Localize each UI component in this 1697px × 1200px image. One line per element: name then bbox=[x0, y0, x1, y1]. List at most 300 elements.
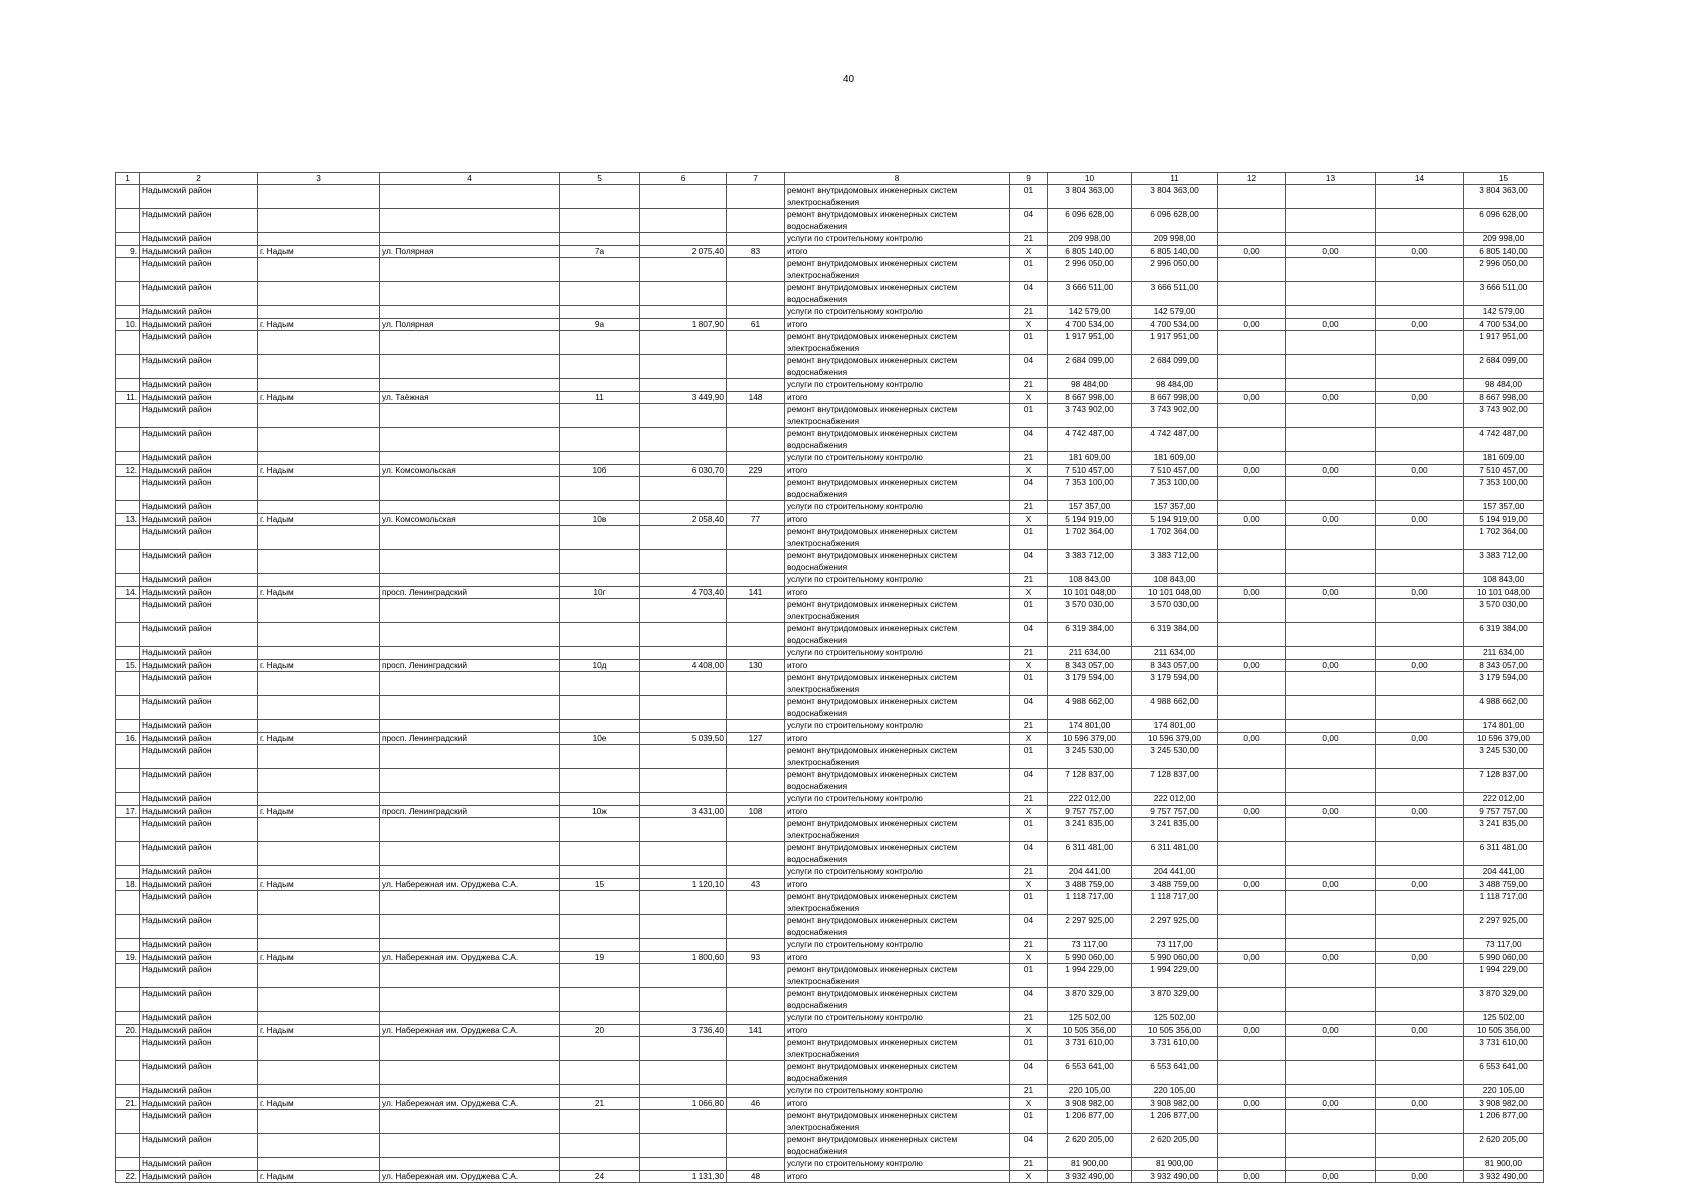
work-type-cell: ремонт внутридомовых инженерных систем водоснабжения bbox=[785, 428, 1010, 452]
fund-cell: 3 743 902,00 bbox=[1132, 404, 1218, 428]
city-cell: г. Надым bbox=[258, 1024, 380, 1037]
column-number-header: 13 bbox=[1286, 173, 1376, 185]
house-cell: 10в bbox=[560, 513, 640, 526]
street-cell bbox=[380, 1134, 560, 1158]
district-cell: Надымский район bbox=[140, 793, 258, 806]
budget-cell bbox=[1286, 526, 1376, 550]
owners-funds-cell: 6 311 481,00 bbox=[1464, 842, 1544, 866]
house-cell bbox=[560, 964, 640, 988]
budget-cell bbox=[1376, 964, 1464, 988]
budget-cell bbox=[1376, 769, 1464, 793]
budget-cell bbox=[1286, 1037, 1376, 1061]
residents-cell bbox=[727, 1061, 785, 1085]
budget-cell bbox=[1218, 599, 1286, 623]
district-cell: Надымский район bbox=[140, 1024, 258, 1037]
street-cell bbox=[380, 331, 560, 355]
street-cell bbox=[380, 1037, 560, 1061]
work-item-row bbox=[116, 988, 1544, 1012]
cost-cell: 3 731 610,00 bbox=[1048, 1037, 1132, 1061]
column-number-header: 8 bbox=[785, 173, 1010, 185]
house-cell bbox=[560, 452, 640, 465]
city-cell bbox=[258, 1134, 380, 1158]
work-type-cell: ремонт внутридомовых инженерных систем водоснабжения bbox=[785, 769, 1010, 793]
fund-cell: 10 101 048,00 bbox=[1132, 586, 1218, 599]
work-type-cell: ремонт внутридомовых инженерных систем электроснабжения bbox=[785, 1037, 1010, 1061]
house-cell bbox=[560, 209, 640, 233]
work-type-cell: услуги по строительному контролю bbox=[785, 939, 1010, 952]
cost-cell: 1 206 877,00 bbox=[1048, 1110, 1132, 1134]
house-cell bbox=[560, 988, 640, 1012]
street-cell bbox=[380, 696, 560, 720]
street-cell: ул. Набережная им. Оруджева С.А. bbox=[380, 878, 560, 891]
row-number bbox=[116, 623, 140, 647]
work-type-cell: ремонт внутридомовых инженерных систем электроснабжения bbox=[785, 258, 1010, 282]
budget-cell bbox=[1376, 793, 1464, 806]
house-cell: 10е bbox=[560, 732, 640, 745]
work-type-cell: итого bbox=[785, 318, 1010, 331]
work-type-cell: услуги по строительному контролю bbox=[785, 866, 1010, 879]
budget-cell bbox=[1286, 599, 1376, 623]
work-type-cell: ремонт внутридомовых инженерных систем электроснабжения bbox=[785, 599, 1010, 623]
work-code-cell: 01 bbox=[1010, 964, 1048, 988]
city-cell bbox=[258, 866, 380, 879]
house-cell bbox=[560, 526, 640, 550]
row-number bbox=[116, 1134, 140, 1158]
city-cell bbox=[258, 1110, 380, 1134]
work-code-cell: 04 bbox=[1010, 1061, 1048, 1085]
column-number-header: 4 bbox=[380, 173, 560, 185]
cost-cell: 209 998,00 bbox=[1048, 233, 1132, 246]
work-type-cell: итого bbox=[785, 245, 1010, 258]
cost-cell: 9 757 757,00 bbox=[1048, 805, 1132, 818]
work-item-row bbox=[116, 526, 1544, 550]
fund-cell: 5 194 919,00 bbox=[1132, 513, 1218, 526]
house-cell bbox=[560, 1037, 640, 1061]
fund-cell: 108 843,00 bbox=[1132, 574, 1218, 587]
budget-cell bbox=[1286, 672, 1376, 696]
work-type-cell: услуги по строительному контролю bbox=[785, 452, 1010, 465]
area-cell bbox=[640, 696, 727, 720]
budget-cell bbox=[1286, 842, 1376, 866]
fund-cell: 9 757 757,00 bbox=[1132, 805, 1218, 818]
object-total-row bbox=[116, 245, 1544, 258]
residents-cell: 141 bbox=[727, 1024, 785, 1037]
street-cell: просп. Ленинградский bbox=[380, 732, 560, 745]
city-cell bbox=[258, 672, 380, 696]
street-cell: ул. Полярная bbox=[380, 318, 560, 331]
owners-funds-cell: 6 553 641,00 bbox=[1464, 1061, 1544, 1085]
cost-cell: 3 245 530,00 bbox=[1048, 745, 1132, 769]
budget-cell bbox=[1286, 1085, 1376, 1098]
work-code-cell: 01 bbox=[1010, 258, 1048, 282]
house-cell: 10г bbox=[560, 586, 640, 599]
budget-cell bbox=[1376, 623, 1464, 647]
street-cell bbox=[380, 306, 560, 319]
cost-cell: 1 702 364,00 bbox=[1048, 526, 1132, 550]
area-cell bbox=[640, 452, 727, 465]
budget-cell bbox=[1376, 1158, 1464, 1171]
budget-cell bbox=[1286, 891, 1376, 915]
column-number-header: 3 bbox=[258, 173, 380, 185]
area-cell: 1 131,30 bbox=[640, 1170, 727, 1183]
street-cell: ул. Набережная им. Оруджева С.А. bbox=[380, 1024, 560, 1037]
fund-cell: 8 343 057,00 bbox=[1132, 659, 1218, 672]
budget-cell bbox=[1218, 769, 1286, 793]
street-cell bbox=[380, 964, 560, 988]
owners-funds-cell: 81 900,00 bbox=[1464, 1158, 1544, 1171]
city-cell bbox=[258, 306, 380, 319]
column-number-header: 1 bbox=[116, 173, 140, 185]
work-item-row bbox=[116, 769, 1544, 793]
cost-cell: 125 502,00 bbox=[1048, 1012, 1132, 1025]
district-cell: Надымский район bbox=[140, 1012, 258, 1025]
budget-cell bbox=[1376, 720, 1464, 733]
owners-funds-cell: 6 805 140,00 bbox=[1464, 245, 1544, 258]
fund-cell: 2 297 925,00 bbox=[1132, 915, 1218, 939]
owners-funds-cell: 3 241 835,00 bbox=[1464, 818, 1544, 842]
fund-cell: 98 484,00 bbox=[1132, 379, 1218, 392]
owners-funds-cell: 108 843,00 bbox=[1464, 574, 1544, 587]
budget-cell bbox=[1286, 331, 1376, 355]
area-cell: 2 075,40 bbox=[640, 245, 727, 258]
cost-cell: 4 742 487,00 bbox=[1048, 428, 1132, 452]
row-number bbox=[116, 769, 140, 793]
work-type-cell: итого bbox=[785, 391, 1010, 404]
street-cell bbox=[380, 866, 560, 879]
area-cell bbox=[640, 939, 727, 952]
house-cell bbox=[560, 574, 640, 587]
district-cell: Надымский район bbox=[140, 1061, 258, 1085]
budget-cell bbox=[1218, 428, 1286, 452]
budget-cell: 0,00 bbox=[1218, 391, 1286, 404]
district-cell: Надымский район bbox=[140, 318, 258, 331]
budget-cell bbox=[1286, 866, 1376, 879]
district-cell: Надымский район bbox=[140, 915, 258, 939]
street-cell: ул. Комсомольская bbox=[380, 513, 560, 526]
budget-cell bbox=[1218, 1061, 1286, 1085]
street-cell bbox=[380, 428, 560, 452]
residents-cell bbox=[727, 1012, 785, 1025]
budget-cell bbox=[1218, 1037, 1286, 1061]
work-code-cell: 04 bbox=[1010, 550, 1048, 574]
row-number bbox=[116, 1061, 140, 1085]
district-cell: Надымский район bbox=[140, 1037, 258, 1061]
budget-cell bbox=[1218, 404, 1286, 428]
house-cell bbox=[560, 1012, 640, 1025]
owners-funds-cell: 6 319 384,00 bbox=[1464, 623, 1544, 647]
work-code-cell: 01 bbox=[1010, 891, 1048, 915]
row-number bbox=[116, 282, 140, 306]
cost-cell: 3 179 594,00 bbox=[1048, 672, 1132, 696]
area-cell: 3 431,00 bbox=[640, 805, 727, 818]
row-number bbox=[116, 842, 140, 866]
column-number-header: 15 bbox=[1464, 173, 1544, 185]
row-number bbox=[116, 1012, 140, 1025]
owners-funds-cell: 3 570 030,00 bbox=[1464, 599, 1544, 623]
column-number-header: 11 bbox=[1132, 173, 1218, 185]
budget-cell bbox=[1376, 282, 1464, 306]
budget-cell: 0,00 bbox=[1376, 951, 1464, 964]
work-type-cell: ремонт внутридомовых инженерных систем электроснабжения bbox=[785, 745, 1010, 769]
area-cell bbox=[640, 282, 727, 306]
district-cell: Надымский район bbox=[140, 452, 258, 465]
street-cell bbox=[380, 793, 560, 806]
work-item-row bbox=[116, 1110, 1544, 1134]
work-code-cell: X bbox=[1010, 951, 1048, 964]
work-type-cell: ремонт внутридомовых инженерных систем электроснабжения bbox=[785, 891, 1010, 915]
row-number: 9. bbox=[116, 245, 140, 258]
cost-cell: 81 900,00 bbox=[1048, 1158, 1132, 1171]
work-code-cell: 01 bbox=[1010, 745, 1048, 769]
district-cell: Надымский район bbox=[140, 1134, 258, 1158]
budget-cell bbox=[1376, 1110, 1464, 1134]
city-cell bbox=[258, 233, 380, 246]
residents-cell bbox=[727, 623, 785, 647]
street-cell bbox=[380, 1110, 560, 1134]
street-cell bbox=[380, 209, 560, 233]
owners-funds-cell: 1 917 951,00 bbox=[1464, 331, 1544, 355]
residents-cell bbox=[727, 842, 785, 866]
row-number bbox=[116, 720, 140, 733]
fund-cell: 3 666 511,00 bbox=[1132, 282, 1218, 306]
owners-funds-cell: 5 194 919,00 bbox=[1464, 513, 1544, 526]
work-item-row bbox=[116, 209, 1544, 233]
street-cell: ул. Набережная им. Оруджева С.А. bbox=[380, 1170, 560, 1183]
house-cell bbox=[560, 233, 640, 246]
work-code-cell: 04 bbox=[1010, 769, 1048, 793]
cost-cell: 3 908 982,00 bbox=[1048, 1097, 1132, 1110]
area-cell bbox=[640, 379, 727, 392]
fund-cell: 1 917 951,00 bbox=[1132, 331, 1218, 355]
cost-cell: 4 988 662,00 bbox=[1048, 696, 1132, 720]
district-cell: Надымский район bbox=[140, 428, 258, 452]
work-type-cell: ремонт внутридомовых инженерных систем водоснабжения bbox=[785, 988, 1010, 1012]
house-cell bbox=[560, 1061, 640, 1085]
budget-cell bbox=[1218, 477, 1286, 501]
district-cell: Надымский район bbox=[140, 805, 258, 818]
row-number bbox=[116, 1037, 140, 1061]
row-number bbox=[116, 1085, 140, 1098]
street-cell bbox=[380, 258, 560, 282]
cost-cell: 108 843,00 bbox=[1048, 574, 1132, 587]
fund-cell: 157 357,00 bbox=[1132, 501, 1218, 514]
city-cell: г. Надым bbox=[258, 391, 380, 404]
district-cell: Надымский район bbox=[140, 866, 258, 879]
budget-cell bbox=[1376, 1012, 1464, 1025]
budget-cell: 0,00 bbox=[1286, 464, 1376, 477]
column-number-header: 10 bbox=[1048, 173, 1132, 185]
budget-cell: 0,00 bbox=[1218, 464, 1286, 477]
cost-cell: 5 990 060,00 bbox=[1048, 951, 1132, 964]
district-cell: Надымский район bbox=[140, 245, 258, 258]
budget-cell bbox=[1286, 306, 1376, 319]
cost-cell: 157 357,00 bbox=[1048, 501, 1132, 514]
work-code-cell: 04 bbox=[1010, 355, 1048, 379]
residents-cell bbox=[727, 1158, 785, 1171]
street-cell bbox=[380, 574, 560, 587]
area-cell: 4 703,40 bbox=[640, 586, 727, 599]
budget-cell bbox=[1376, 501, 1464, 514]
budget-cell bbox=[1218, 1085, 1286, 1098]
residents-cell bbox=[727, 769, 785, 793]
area-cell bbox=[640, 1037, 727, 1061]
fund-cell: 142 579,00 bbox=[1132, 306, 1218, 319]
fund-cell: 7 510 457,00 bbox=[1132, 464, 1218, 477]
work-type-cell: итого bbox=[785, 1170, 1010, 1183]
street-cell bbox=[380, 233, 560, 246]
budget-cell bbox=[1218, 550, 1286, 574]
owners-funds-cell: 4 988 662,00 bbox=[1464, 696, 1544, 720]
work-item-row bbox=[116, 258, 1544, 282]
budget-cell bbox=[1286, 745, 1376, 769]
budget-cell bbox=[1376, 233, 1464, 246]
work-code-cell: 21 bbox=[1010, 233, 1048, 246]
budget-cell bbox=[1286, 720, 1376, 733]
cost-cell: 142 579,00 bbox=[1048, 306, 1132, 319]
house-cell bbox=[560, 1085, 640, 1098]
work-code-cell: X bbox=[1010, 586, 1048, 599]
work-code-cell: X bbox=[1010, 659, 1048, 672]
object-total-row bbox=[116, 318, 1544, 331]
work-code-cell: X bbox=[1010, 805, 1048, 818]
fund-cell: 3 870 329,00 bbox=[1132, 988, 1218, 1012]
district-cell: Надымский район bbox=[140, 1158, 258, 1171]
residents-cell bbox=[727, 793, 785, 806]
cost-cell: 3 870 329,00 bbox=[1048, 988, 1132, 1012]
row-number bbox=[116, 452, 140, 465]
work-item-row bbox=[116, 623, 1544, 647]
budget-cell: 0,00 bbox=[1218, 659, 1286, 672]
area-cell bbox=[640, 672, 727, 696]
district-cell: Надымский район bbox=[140, 939, 258, 952]
district-cell: Надымский район bbox=[140, 672, 258, 696]
city-cell bbox=[258, 623, 380, 647]
budget-cell: 0,00 bbox=[1376, 318, 1464, 331]
area-cell bbox=[640, 720, 727, 733]
row-number bbox=[116, 306, 140, 319]
district-cell: Надымский район bbox=[140, 659, 258, 672]
budget-cell bbox=[1376, 258, 1464, 282]
work-type-cell: услуги по строительному контролю bbox=[785, 647, 1010, 660]
residents-cell: 130 bbox=[727, 659, 785, 672]
city-cell bbox=[258, 355, 380, 379]
budget-cell bbox=[1286, 915, 1376, 939]
cost-cell: 10 596 379,00 bbox=[1048, 732, 1132, 745]
work-item-row bbox=[116, 672, 1544, 696]
district-cell: Надымский район bbox=[140, 732, 258, 745]
column-number-header: 9 bbox=[1010, 173, 1048, 185]
district-cell: Надымский район bbox=[140, 988, 258, 1012]
work-type-cell: ремонт внутридомовых инженерных систем электроснабжения bbox=[785, 185, 1010, 209]
street-cell bbox=[380, 647, 560, 660]
district-cell: Надымский район bbox=[140, 599, 258, 623]
area-cell bbox=[640, 550, 727, 574]
city-cell: г. Надым bbox=[258, 1170, 380, 1183]
city-cell bbox=[258, 550, 380, 574]
area-cell bbox=[640, 647, 727, 660]
budget-cell bbox=[1218, 647, 1286, 660]
owners-funds-cell: 2 996 050,00 bbox=[1464, 258, 1544, 282]
residents-cell bbox=[727, 526, 785, 550]
work-code-cell: 21 bbox=[1010, 1012, 1048, 1025]
budget-cell bbox=[1286, 696, 1376, 720]
budget-cell bbox=[1376, 574, 1464, 587]
budget-cell: 0,00 bbox=[1218, 951, 1286, 964]
budget-cell bbox=[1286, 209, 1376, 233]
row-number bbox=[116, 233, 140, 246]
area-cell bbox=[640, 745, 727, 769]
budget-cell bbox=[1286, 404, 1376, 428]
budget-cell: 0,00 bbox=[1286, 1024, 1376, 1037]
row-number bbox=[116, 526, 140, 550]
fund-cell: 6 805 140,00 bbox=[1132, 245, 1218, 258]
work-code-cell: 01 bbox=[1010, 526, 1048, 550]
cost-cell: 73 117,00 bbox=[1048, 939, 1132, 952]
residents-cell bbox=[727, 550, 785, 574]
cost-cell: 3 804 363,00 bbox=[1048, 185, 1132, 209]
budget-cell bbox=[1376, 209, 1464, 233]
owners-funds-cell: 73 117,00 bbox=[1464, 939, 1544, 952]
budget-cell: 0,00 bbox=[1376, 1170, 1464, 1183]
area-cell bbox=[640, 818, 727, 842]
district-cell: Надымский район bbox=[140, 769, 258, 793]
area-cell bbox=[640, 1061, 727, 1085]
street-cell bbox=[380, 745, 560, 769]
residents-cell bbox=[727, 574, 785, 587]
area-cell bbox=[640, 185, 727, 209]
budget-cell: 0,00 bbox=[1286, 1170, 1376, 1183]
work-code-cell: X bbox=[1010, 391, 1048, 404]
residents-cell bbox=[727, 720, 785, 733]
city-cell bbox=[258, 526, 380, 550]
budget-cell bbox=[1218, 233, 1286, 246]
city-cell bbox=[258, 258, 380, 282]
district-cell: Надымский район bbox=[140, 891, 258, 915]
budget-cell bbox=[1286, 818, 1376, 842]
district-cell: Надымский район bbox=[140, 696, 258, 720]
owners-funds-cell: 3 804 363,00 bbox=[1464, 185, 1544, 209]
budget-cell bbox=[1286, 939, 1376, 952]
district-cell: Надымский район bbox=[140, 464, 258, 477]
area-cell bbox=[640, 769, 727, 793]
house-cell bbox=[560, 891, 640, 915]
residents-cell: 108 bbox=[727, 805, 785, 818]
budget-cell bbox=[1218, 939, 1286, 952]
area-cell: 1 800,60 bbox=[640, 951, 727, 964]
owners-funds-cell: 7 510 457,00 bbox=[1464, 464, 1544, 477]
residents-cell bbox=[727, 355, 785, 379]
owners-funds-cell: 8 667 998,00 bbox=[1464, 391, 1544, 404]
fund-cell: 3 383 712,00 bbox=[1132, 550, 1218, 574]
budget-cell bbox=[1218, 623, 1286, 647]
work-item-row bbox=[116, 477, 1544, 501]
house-cell bbox=[560, 696, 640, 720]
residents-cell: 141 bbox=[727, 586, 785, 599]
city-cell bbox=[258, 209, 380, 233]
house-cell: 20 bbox=[560, 1024, 640, 1037]
cost-cell: 7 128 837,00 bbox=[1048, 769, 1132, 793]
house-cell bbox=[560, 866, 640, 879]
street-cell: просп. Ленинградский bbox=[380, 586, 560, 599]
city-cell bbox=[258, 574, 380, 587]
column-number-header: 6 bbox=[640, 173, 727, 185]
budget-cell: 0,00 bbox=[1218, 1024, 1286, 1037]
work-item-row bbox=[116, 915, 1544, 939]
cost-cell: 7 510 457,00 bbox=[1048, 464, 1132, 477]
work-item-row bbox=[116, 745, 1544, 769]
residents-cell bbox=[727, 452, 785, 465]
residents-cell: 148 bbox=[727, 391, 785, 404]
